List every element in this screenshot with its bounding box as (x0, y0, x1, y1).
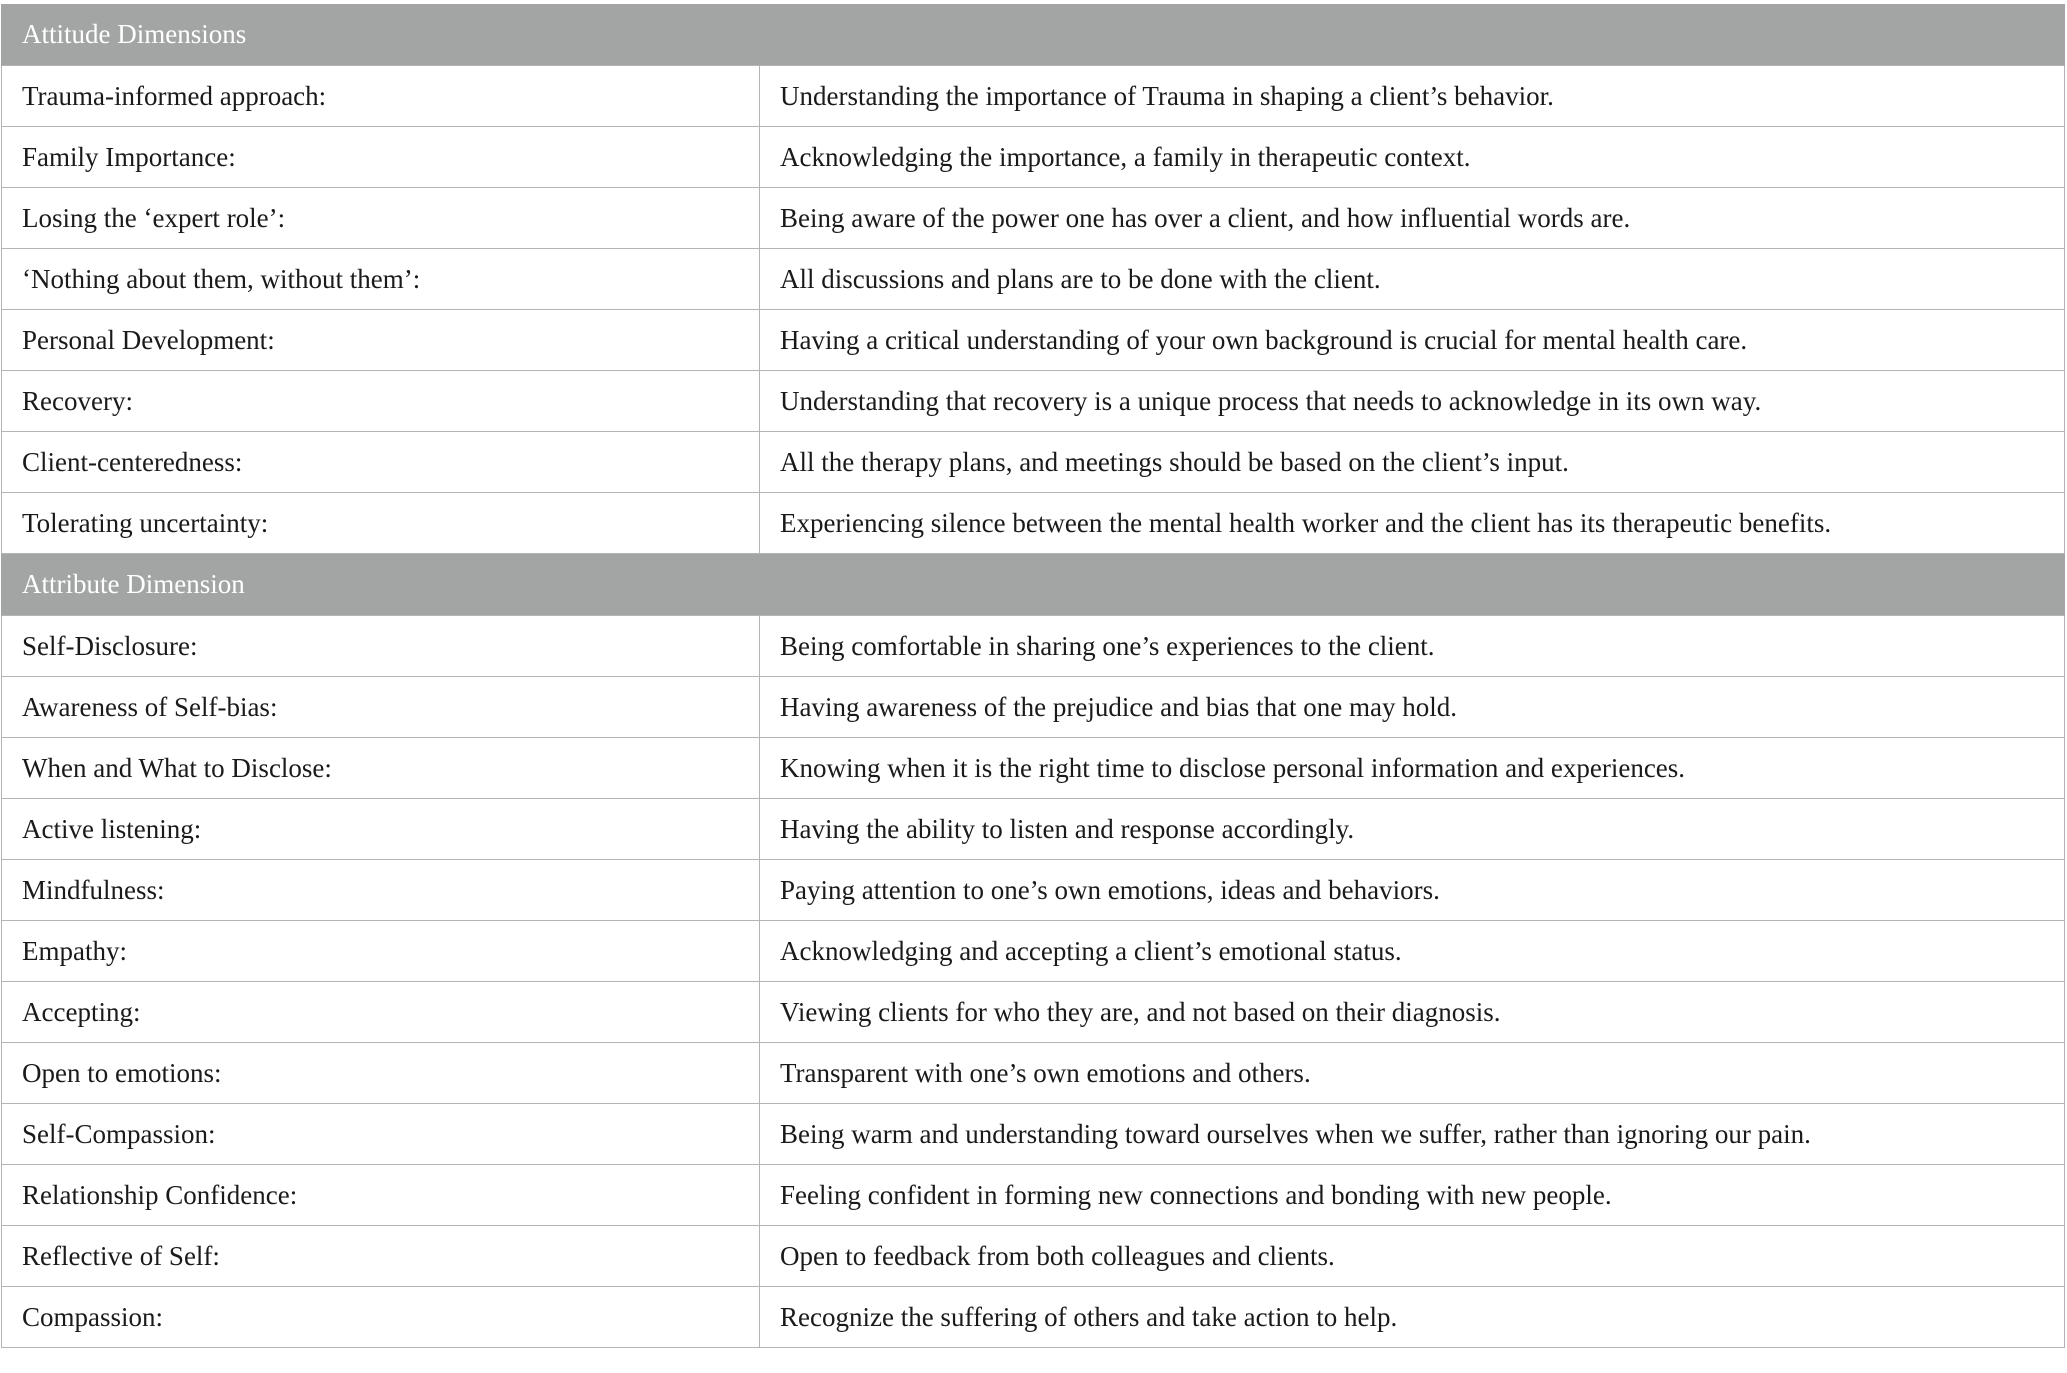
dimension-definition: Understanding the importance of Trauma in shaping a client’s behavior. (760, 66, 2065, 127)
dimension-term: Recovery: (2, 371, 760, 432)
table-row (2, 1226, 2065, 1287)
dimension-term: Accepting: (2, 982, 760, 1043)
dimension-definition: Understanding that recovery is a unique process that needs to acknowledge in its own way. (760, 371, 2065, 432)
dimension-definition: Having the ability to listen and response accordingly. (760, 799, 2065, 860)
dimensions-table-container (1, 4, 2065, 1348)
table-row (2, 799, 2065, 860)
dimension-definition: All discussions and plans are to be done with the client. (760, 249, 2065, 310)
table-row (2, 860, 2065, 921)
dimension-term: Compassion: (2, 1287, 760, 1348)
section-header-row (2, 4, 2065, 66)
dimensions-table (1, 4, 2065, 1348)
dimension-term: Awareness of Self-bias: (2, 677, 760, 738)
table-row (2, 677, 2065, 738)
table-row (2, 493, 2065, 554)
dimension-term: Relationship Confidence: (2, 1165, 760, 1226)
table-row (2, 432, 2065, 493)
table-row (2, 310, 2065, 371)
table-row (2, 1043, 2065, 1104)
table-row (2, 371, 2065, 432)
table-row (2, 127, 2065, 188)
dimension-definition: All the therapy plans, and meetings should be based on the client’s input. (760, 432, 2065, 493)
table-row (2, 66, 2065, 127)
dimension-definition: Recognize the suffering of others and take action to help. (760, 1287, 2065, 1348)
table-row (2, 616, 2065, 677)
dimension-term: Family Importance: (2, 127, 760, 188)
dimension-definition: Being warm and understanding toward ourselves when we suffer, rather than ignoring our pain. (760, 1104, 2065, 1165)
dimension-definition: Being comfortable in sharing one’s experiences to the client. (760, 616, 2065, 677)
dimension-term: When and What to Disclose: (2, 738, 760, 799)
table-row (2, 249, 2065, 310)
dimension-definition: Having a critical understanding of your own background is crucial for mental health care. (760, 310, 2065, 371)
table-row (2, 188, 2065, 249)
dimension-definition: Transparent with one’s own emotions and others. (760, 1043, 2065, 1104)
dimension-term: Reflective of Self: (2, 1226, 760, 1287)
dimensions-table-body (2, 4, 2065, 1348)
section-header-row (2, 554, 2065, 616)
dimension-definition: Acknowledging and accepting a client’s emotional status. (760, 921, 2065, 982)
dimension-definition: Feeling confident in forming new connections and bonding with new people. (760, 1165, 2065, 1226)
dimension-definition: Paying attention to one’s own emotions, ideas and behaviors. (760, 860, 2065, 921)
dimension-definition: Viewing clients for who they are, and not based on their diagnosis. (760, 982, 2065, 1043)
dimension-term: Self-Disclosure: (2, 616, 760, 677)
table-row (2, 921, 2065, 982)
dimension-term: Self-Compassion: (2, 1104, 760, 1165)
dimension-definition: Open to feedback from both colleagues and clients. (760, 1226, 2065, 1287)
dimension-term: Client-centeredness: (2, 432, 760, 493)
dimension-definition: Being aware of the power one has over a client, and how influential words are. (760, 188, 2065, 249)
dimension-term: Tolerating uncertainty: (2, 493, 760, 554)
dimension-definition: Knowing when it is the right time to disclose personal information and experiences. (760, 738, 2065, 799)
dimension-term: Active listening: (2, 799, 760, 860)
dimension-term: ‘Nothing about them, without them’: (2, 249, 760, 310)
dimension-term: Losing the ‘expert role’: (2, 188, 760, 249)
table-row (2, 982, 2065, 1043)
dimension-term: Trauma-informed approach: (2, 66, 760, 127)
table-row (2, 1287, 2065, 1348)
dimension-term: Open to emotions: (2, 1043, 760, 1104)
table-row (2, 1104, 2065, 1165)
table-row (2, 1165, 2065, 1226)
dimension-definition: Having awareness of the prejudice and bias that one may hold. (760, 677, 2065, 738)
dimension-definition: Experiencing silence between the mental health worker and the client has its therapeutic benefits. (760, 493, 2065, 554)
dimension-term: Personal Development: (2, 310, 760, 371)
dimension-definition: Acknowledging the importance, a family in therapeutic context. (760, 127, 2065, 188)
dimension-term: Mindfulness: (2, 860, 760, 921)
table-row (2, 738, 2065, 799)
section-title: Attribute Dimension (2, 554, 2065, 616)
section-title: Attitude Dimensions (2, 4, 2065, 66)
dimension-term: Empathy: (2, 921, 760, 982)
